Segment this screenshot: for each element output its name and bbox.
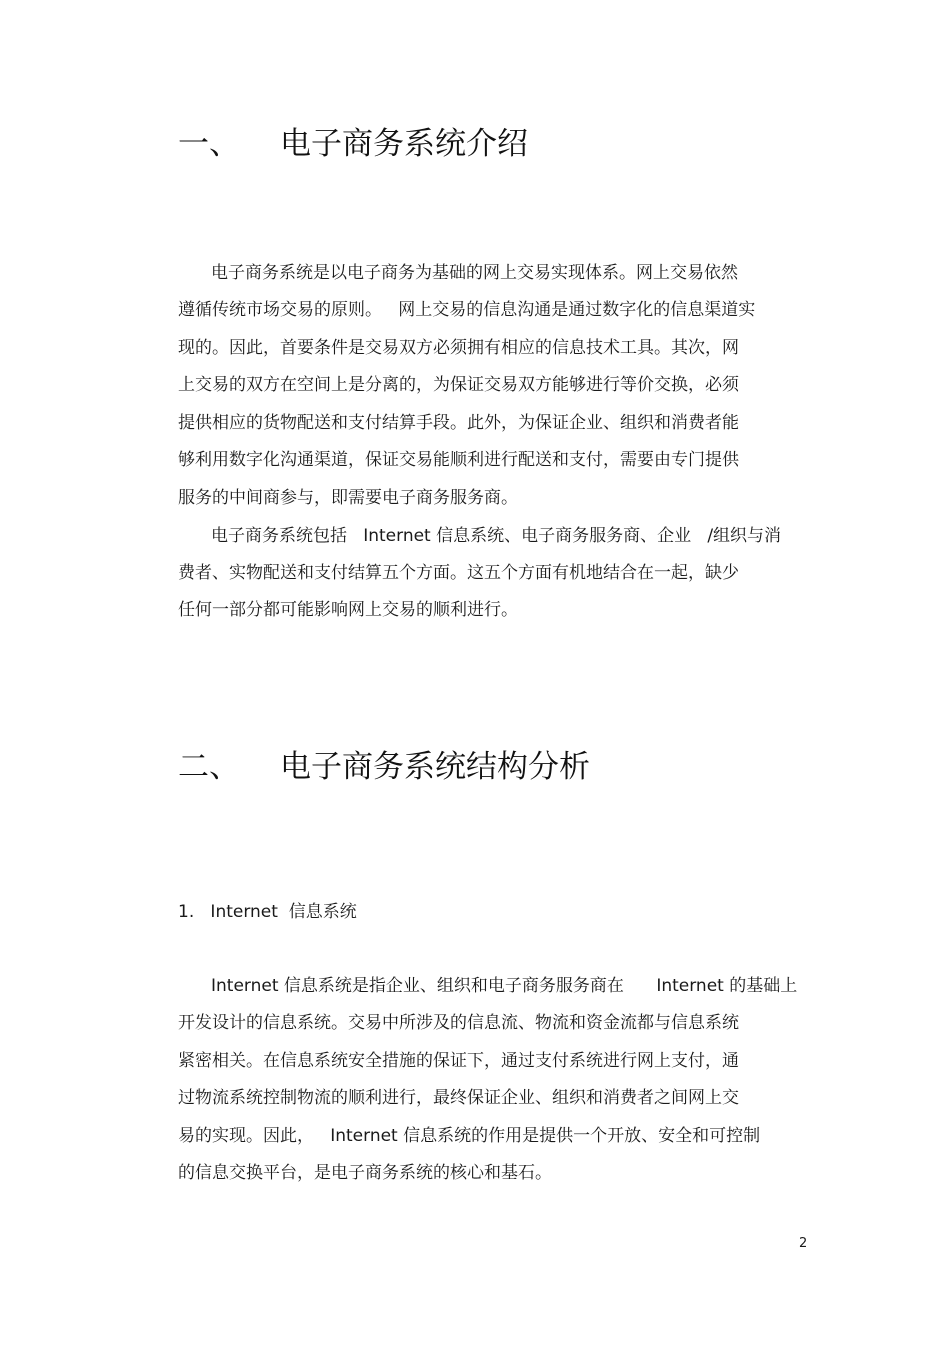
page-number: 2 <box>799 1236 808 1251</box>
paragraph-line: 电子商务系统是以电子商务为基础的网上交易实现体系。网上交易依然 <box>211 263 738 283</box>
paragraph-line: 开发设计的信息系统。交易中所涉及的信息流、物流和资金流都与信息系统 <box>178 1013 739 1033</box>
paragraph-line: 易的实现。因此， Internet 信息系统的作用是提供一个开放、安全和可控制 <box>178 1126 761 1146</box>
section-1-title: 电子商务系统介绍 <box>280 126 528 162</box>
section-2-number: 二、 <box>178 749 240 785</box>
paragraph-line: 过物流系统控制物流的顺利进行，最终保证企业、组织和消费者之间网上交 <box>178 1088 739 1108</box>
paragraph-line: 够利用数字化沟通渠道，保证交易能顺利进行配送和支付，需要由专门提供 <box>178 450 739 470</box>
section-1-heading <box>178 124 528 164</box>
paragraph-line: 紧密相关。在信息系统安全措施的保证下，通过支付系统进行网上支付，通 <box>178 1051 739 1071</box>
section-2-heading <box>178 747 590 787</box>
paragraph-line: 提供相应的货物配送和支付结算手段。此外，为保证企业、组织和消费者能 <box>178 413 739 433</box>
paragraph-line: 遵循传统市场交易的原则。 网上交易的信息沟通是通过数字化的信息渠道实 <box>178 300 756 320</box>
paragraph-line: 电子商务系统包括 Internet 信息系统、电子商务服务商、企业 /组织与消 <box>211 526 782 546</box>
paragraph-line: Internet 信息系统是指企业、组织和电子商务服务商在 Internet 的基础上 <box>211 976 798 996</box>
section-2-title: 电子商务系统结构分析 <box>280 749 590 785</box>
paragraph-line: 上交易的双方在空间上是分离的，为保证交易双方能够进行等价交换，必须 <box>178 375 739 395</box>
subsection-1-heading: 1. Internet 信息系统 <box>178 902 357 922</box>
paragraph-line: 任何一部分都可能影响网上交易的顺利进行。 <box>178 600 518 620</box>
paragraph-line: 服务的中间商参与，即需要电子商务服务商。 <box>178 488 518 508</box>
paragraph-line: 费者、实物配送和支付结算五个方面。这五个方面有机地结合在一起，缺少 <box>178 563 739 583</box>
paragraph-line: 现的。因此，首要条件是交易双方必须拥有相应的信息技术工具。其次，网 <box>178 338 739 358</box>
section-1-number: 一、 <box>178 126 240 162</box>
paragraph-line: 的信息交换平台，是电子商务系统的核心和基石。 <box>178 1163 552 1183</box>
